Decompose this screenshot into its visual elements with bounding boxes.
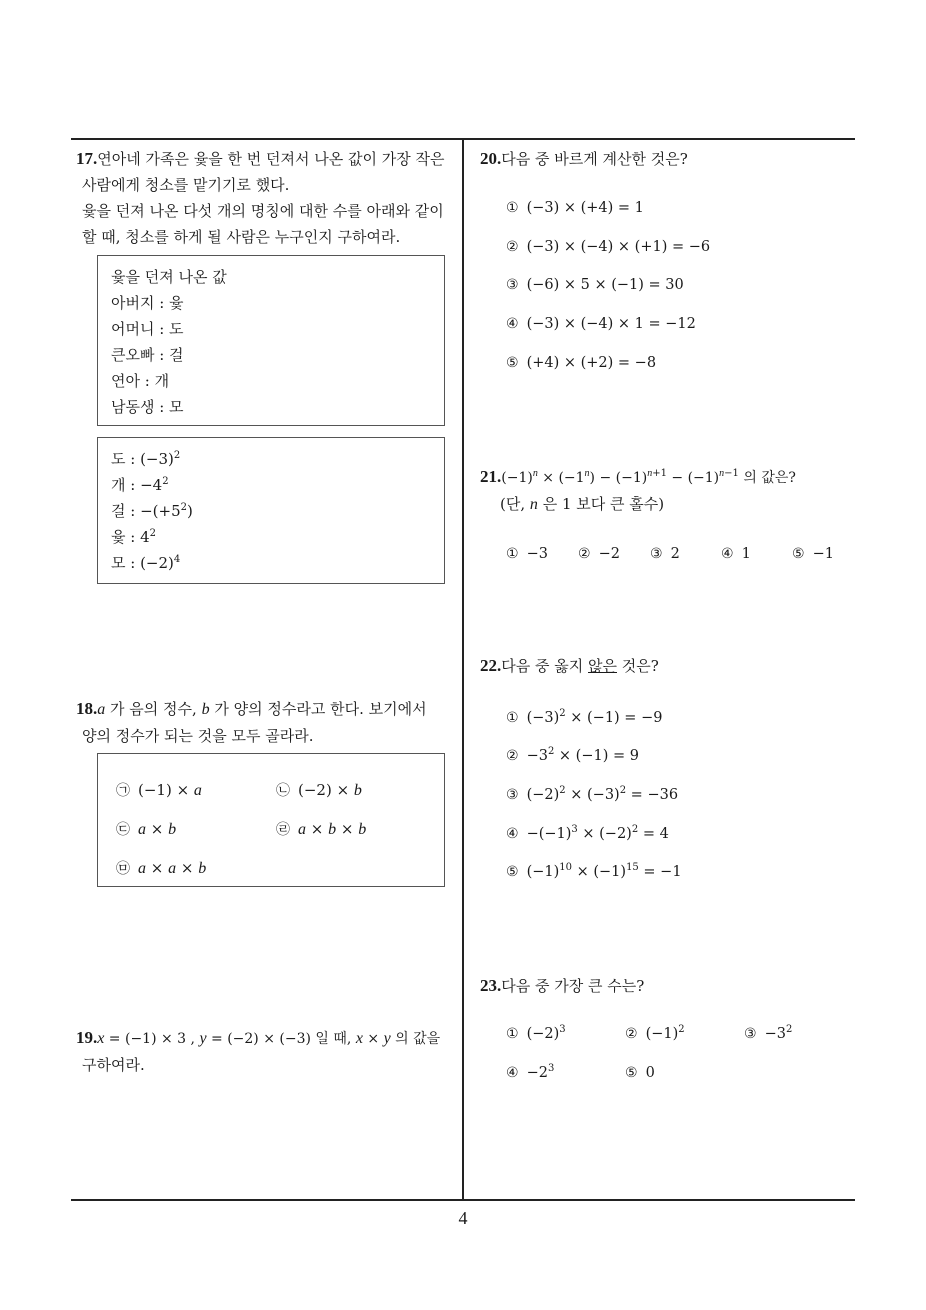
box-line: 윷을 던져 나온 값 (111, 268, 227, 286)
box-line: 남동생 : 모 (111, 398, 184, 416)
choice-b: ㉡ (−2) × b (276, 781, 362, 799)
q23-choice-5: ⑤ 0 (625, 1065, 655, 1081)
choice-e: ㉤ a × a × b (116, 859, 207, 877)
q23-choice-2: ② $(-1)^2$ (625, 1024, 685, 1042)
question-number: 21. (480, 467, 502, 486)
question-text: 다음 중 가장 큰 수는? (501, 977, 645, 995)
q20-choice-1: ① (−3) × (+4) = 1 (506, 200, 644, 216)
box-line: 연아 : 개 (111, 372, 170, 390)
question-text: 윷을 던져 나온 다섯 개의 명칭에 대한 수를 아래와 같이 (82, 202, 444, 220)
q22-choice-3: ③ $(-2)^2 \times (-3)^2 = -36$ (506, 785, 679, 803)
q21-choice-2: ② −2 (578, 546, 620, 562)
q23-choice-1: ① $(-2)^3$ (506, 1024, 566, 1042)
question-number: 17. (76, 149, 98, 168)
choice-a: ㉠ (−1) × a (116, 781, 202, 799)
yut-results-box (97, 255, 445, 426)
q21-choice-1: ① −3 (506, 546, 548, 562)
q20-choice-4: ④ (−3) × (−4) × 1 = −12 (506, 316, 696, 332)
box-line: 어머니 : 도 (111, 320, 184, 338)
question-number: 20. (480, 149, 502, 168)
question-number: 19. (76, 1028, 98, 1047)
question-19: 19.x = (−1) × 3 , y = (−2) × (−3) 일 때, x × y 의 값을 구하여라. (76, 1025, 461, 1078)
choice-c: ㉢ a × b (116, 820, 177, 838)
question-text: 은 1 보다 큰 홀수) (542, 495, 665, 513)
page-number: 4 (458, 1208, 468, 1228)
question-text: 연아네 가족은 윷을 한 번 던져서 나온 값이 가장 작은 (97, 150, 445, 168)
question-number: 23. (480, 976, 502, 995)
choices-box (97, 753, 445, 887)
box-line: 윷 : $4^2$ (111, 528, 156, 546)
question-text: 것은? (617, 657, 659, 675)
bottom-rule (71, 1199, 855, 1201)
q20-choice-2: ② (−3) × (−4) × (+1) = −6 (506, 239, 711, 255)
question-23 (480, 973, 850, 999)
box-line: 걸 : $-(+5^2)$ (111, 502, 193, 520)
question-text: 구하여라. (82, 1056, 145, 1074)
question-text: 의 값은? (743, 470, 796, 486)
q22-choice-2: ② $-3^2 \times (-1) = 9$ (506, 746, 639, 764)
question-17 (76, 146, 461, 250)
underlined-word: 않은 (588, 657, 617, 675)
question-20 (480, 146, 850, 172)
question-number: 18. (76, 699, 98, 718)
question-text: 양의 정수가 되는 것을 모두 골라라. (82, 727, 314, 745)
q21-choice-5: ⑤ −1 (792, 546, 834, 562)
choice-d: ㉣ a × b × b (276, 820, 367, 838)
q22-choice-4: ④ $-(-1)^3 \times (-2)^2 = 4$ (506, 824, 669, 842)
question-18: 18.a 가 음의 정수, b 가 양의 정수라고 한다. 보기에서 양의 정수가 되는 것을 모두 골라라. (76, 696, 461, 749)
question-text: 가 음의 정수, (110, 700, 197, 718)
q23-choice-4: ④ $-2^3$ (506, 1063, 555, 1081)
q21-choice-3: ③ 2 (650, 546, 680, 562)
box-line: 아버지 : 윷 (111, 294, 184, 312)
box-line: 도 : $(-3)^2$ (111, 450, 181, 468)
yut-values-box (97, 437, 445, 584)
q23-choice-3: ③ $-3^2$ (744, 1024, 793, 1042)
question-number: 22. (480, 656, 502, 675)
question-22 (480, 653, 850, 679)
column-divider (462, 138, 464, 1200)
question-21: $21.(-1)^n \times (-1^n) - (-1)^{n+1} - (-1)^{n-1}$ 의 값은? (단, n 은 1 보다 큰 홀수) (480, 467, 796, 513)
question-text: 일 때, (315, 1031, 352, 1047)
box-line: 큰오빠 : 걸 (111, 346, 184, 364)
box-line: 모 : $(-2)^4$ (111, 554, 181, 572)
question-text: 의 값을 (395, 1031, 441, 1047)
question-text: 가 양의 정수라고 한다. 보기에서 (214, 700, 427, 718)
q20-choice-5: ⑤ (+4) × (+2) = −8 (506, 355, 657, 371)
question-text: (단, (500, 495, 526, 513)
q22-choice-5: ⑤ $(-1)^{10} \times (-1)^{15} = -1$ (506, 862, 682, 880)
question-text: 다음 중 바르게 계산한 것은? (501, 150, 688, 168)
question-text: 다음 중 옳지 (501, 657, 589, 675)
question-text: 할 때, 청소를 하게 될 사람은 누구인지 구하여라. (82, 228, 401, 246)
q22-choice-1: ① $(-3)^2 \times (-1) = -9$ (506, 708, 663, 726)
q21-choice-4: ④ 1 (721, 546, 751, 562)
q20-choice-3: ③ (−6) × 5 × (−1) = 30 (506, 277, 684, 293)
box-line: 개 : $-4^2$ (111, 476, 169, 494)
question-text: 사람에게 청소를 맡기기로 했다. (82, 176, 290, 194)
